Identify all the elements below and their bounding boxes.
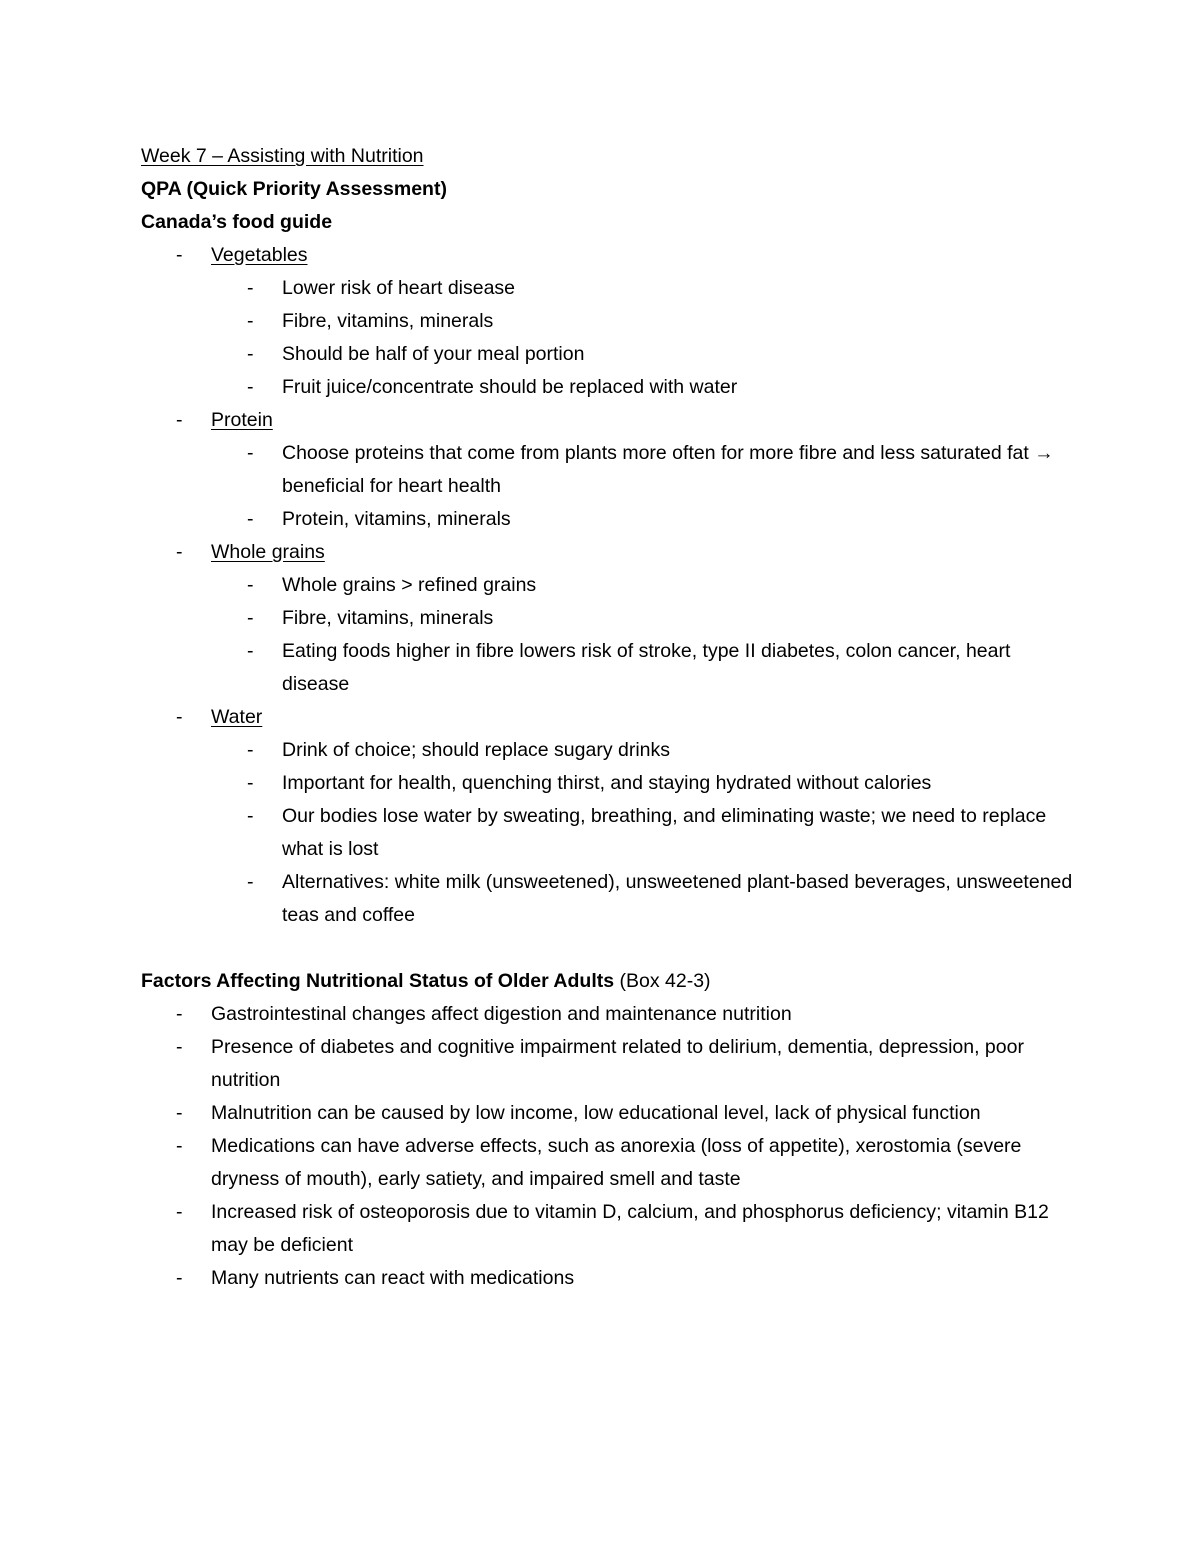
list-item-protein: [141, 404, 1081, 437]
bullet-dash: -: [247, 607, 254, 629]
bullet-dash: -: [176, 1135, 183, 1157]
factors-heading-line: [141, 965, 1081, 998]
factors-heading: Factors Affecting Nutritional Status of Older Adults: [141, 970, 615, 992]
bullet-dash: -: [247, 508, 254, 530]
document-title: Week 7 – Assisting with Nutrition: [141, 145, 424, 167]
list-item: [141, 1262, 1081, 1295]
list-item-text: Malnutrition can be caused by low income, low educational level, lack of physical function: [211, 1102, 981, 1124]
bullet-dash: -: [247, 442, 254, 464]
list-item-text: Should be half of your meal portion: [282, 343, 585, 365]
list-item-text: Lower risk of heart disease: [282, 277, 516, 299]
list-item: [141, 1097, 1081, 1130]
list-item: [141, 866, 1081, 932]
bullet-dash: -: [176, 1003, 183, 1025]
list-item: [141, 338, 1081, 371]
list-item-vegetables: [141, 239, 1081, 272]
food-guide-heading: Canada’s food guide: [141, 211, 333, 233]
list-item: [141, 272, 1081, 305]
list-item-text: Medications can have adverse effects, such as anorexia (loss of appetite), xerostomia (severe dryness of mouth), early satiety, and impaired smell and taste: [211, 1135, 1022, 1190]
list-item-text: Choose proteins that come from plants more often for more fibre and less saturated fat → beneficial for heart health: [282, 442, 1054, 497]
bullet-dash: -: [247, 376, 254, 398]
list-item: [141, 503, 1081, 536]
list-item: [141, 569, 1081, 602]
qpa-heading: QPA (Quick Priority Assessment): [141, 178, 447, 200]
bullet-dash: -: [176, 409, 183, 431]
bullet-dash: -: [247, 343, 254, 365]
bullet-dash: -: [247, 574, 254, 596]
document-page: [141, 140, 1081, 1295]
blank-line: [141, 932, 1081, 965]
list-item: [141, 437, 1081, 503]
list-item: [141, 767, 1081, 800]
list-item-text: Increased risk of osteoporosis due to vitamin D, calcium, and phosphorus deficiency; vitamin B12 may be deficient: [211, 1201, 1049, 1256]
section-label-protein: Protein: [211, 409, 273, 431]
bullet-dash: -: [176, 1267, 183, 1289]
bullet-dash: -: [176, 244, 183, 266]
list-item: [141, 800, 1081, 866]
section-label-whole-grains: Whole grains: [211, 541, 325, 563]
list-item-water: [141, 701, 1081, 734]
section-label-vegetables: Vegetables: [211, 244, 308, 266]
list-item: [141, 734, 1081, 767]
bullet-dash: -: [247, 277, 254, 299]
bullet-dash: -: [247, 871, 254, 893]
list-item-text: Fibre, vitamins, minerals: [282, 310, 494, 332]
list-item-text: Whole grains > refined grains: [282, 574, 537, 596]
bullet-dash: -: [176, 541, 183, 563]
bullet-dash: -: [176, 1102, 183, 1124]
list-item-text: Presence of diabetes and cognitive impairment related to delirium, dementia, depression, poor nutrition: [211, 1036, 1024, 1091]
list-item-whole-grains: [141, 536, 1081, 569]
section-label-water: Water: [211, 706, 263, 728]
list-item: [141, 371, 1081, 404]
list-item: [141, 1196, 1081, 1262]
list-item-text: Protein, vitamins, minerals: [282, 508, 511, 530]
bullet-dash: -: [247, 640, 254, 662]
list-item-text: Fruit juice/concentrate should be replaced with water: [282, 376, 738, 398]
list-item-text: Fibre, vitamins, minerals: [282, 607, 494, 629]
bullet-dash: -: [247, 739, 254, 761]
bullet-dash: -: [247, 805, 254, 827]
list-item: [141, 602, 1081, 635]
list-item: [141, 1130, 1081, 1196]
list-item-text: Our bodies lose water by sweating, breathing, and eliminating waste; we need to replace what is lost: [282, 805, 1047, 860]
bullet-dash: -: [176, 706, 183, 728]
bullet-dash: -: [176, 1201, 183, 1223]
bullet-dash: -: [247, 310, 254, 332]
list-item: [141, 998, 1081, 1031]
list-item-text: Gastrointestinal changes affect digestion and maintenance nutrition: [211, 1003, 792, 1025]
list-item: [141, 305, 1081, 338]
bullet-dash: -: [176, 1036, 183, 1058]
list-item: [141, 1031, 1081, 1097]
list-item: [141, 635, 1081, 701]
bullet-dash: -: [247, 772, 254, 794]
list-item-text: Important for health, quenching thirst, and staying hydrated without calories: [282, 772, 932, 794]
list-item-text: Alternatives: white milk (unsweetened), unsweetened plant-based beverages, unsweetened teas and coffee: [282, 871, 1073, 926]
factors-reference: (Box 42-3): [619, 970, 711, 992]
list-item-text: Drink of choice; should replace sugary drinks: [282, 739, 671, 761]
list-item-text: Eating foods higher in fibre lowers risk of stroke, type II diabetes, colon cancer, heart disease: [282, 640, 1011, 695]
list-item-text: Many nutrients can react with medications: [211, 1267, 575, 1289]
